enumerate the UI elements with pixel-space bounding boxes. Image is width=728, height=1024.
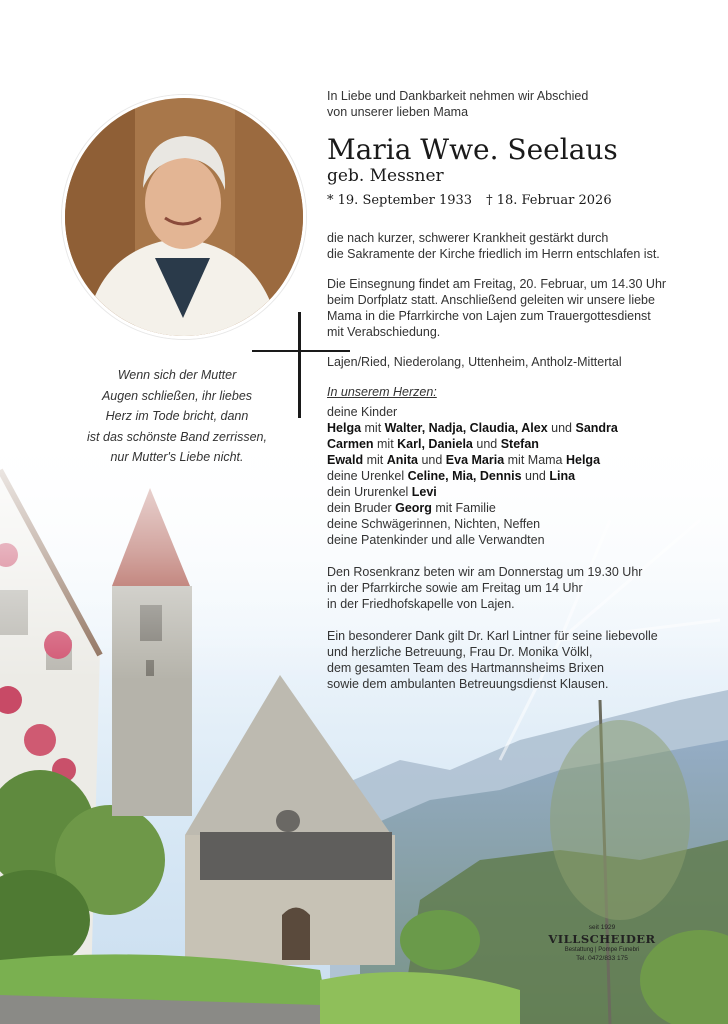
maiden-name: geb. Messner [327,166,444,186]
family-line: Carmen mit Karl, Daniela und Stefan [327,437,539,451]
intro-line: In Liebe und Dankbarkeit nehmen wir Abschied [327,89,589,103]
text-line: die Sakramente der Kirche friedlich im Herrn entschlafen ist. [327,247,660,261]
places: Lajen/Ried, Niederolang, Uttenheim, Antholz-Mittertal [327,355,622,369]
text-line: die nach kurzer, schwerer Krankheit gestärkt durch [327,231,609,245]
poem-line: nur Mutter's Liebe nicht. [110,450,244,464]
text-line: und herzliche Betreuung, Frau Dr. Monika Völkl, [327,645,593,659]
funeral-home-logo [546,924,658,963]
logo-subtitle: Bestattung | Pompe Funebri [564,947,640,953]
funeral-text [327,276,717,340]
rosary-text [327,564,717,612]
poem-line: Herz im Tode bricht, dann [105,409,249,423]
poem [62,365,292,468]
text-line: sowie dem ambulanten Betreuungsdienst Klausen. [327,677,609,691]
text-line: mit Verabschiedung. [327,325,441,339]
cross-vertical [298,312,301,418]
deceased-name: Maria Wwe. Seelaus [327,133,618,166]
text-line: beim Dorfplatz statt. Anschließend geleiten wir unsere liebe [327,293,655,307]
family-line: dein Bruder Georg mit Familie [327,501,496,515]
life-dates [327,192,717,210]
text-line: dem gesamten Team des Hartmannsheims Brixen [327,661,604,675]
intro-line: von unserer lieben Mama [327,105,469,119]
text-line: Die Einsegnung findet am Freitag, 20. Februar, um 14.30 Uhr [327,277,667,291]
family-line: deine Patenkinder und alle Verwandten [327,533,545,547]
intro [327,88,717,120]
birth-date: * 19. September 1933 [327,193,473,208]
family-line: Helga mit Walter, Nadja, Claudia, Alex und Sandra [327,421,618,435]
text-line: Mama in die Pfarrkirche von Lajen zum Trauergottesdienst [327,309,651,323]
text-line: Den Rosenkranz beten wir am Donnerstag um 19.30 Uhr [327,565,643,579]
logo-brand: VILLSCHEIDER [548,932,656,946]
family-line: Ewald mit Anita und Eva Maria mit Mama Helga [327,453,601,467]
obituary-text [327,88,717,692]
text-line: in der Pfarrkirche sowie am Freitag um 14 Uhr [327,581,583,595]
poem-line: ist das schönste Band zerrissen, [87,429,267,444]
logo-phone: Tel. 0472/833 175 [576,955,628,962]
text-line: Ein besonderer Dank gilt Dr. Karl Lintner für seine liebevolle [327,629,658,643]
family-line: dein Ururenkel Levi [327,485,437,499]
heart-heading: In unserem Herzen: [327,385,437,399]
family-line: deine Urenkel Celine, Mia, Dennis und Lina [327,469,576,483]
family-list [327,404,717,548]
thanks-text [327,628,717,692]
poem-line: Wenn sich der Mutter [117,368,237,382]
family-line: deine Schwägerinnen, Nichten, Neffen [327,517,541,531]
text-line: in der Friedhofskapelle von Lajen. [327,597,515,611]
poem-line: Augen schließen, ihr liebes [101,388,253,403]
passing-text [327,230,717,262]
portrait-photo [62,95,306,339]
death-date: † 18. Februar 2026 [486,193,612,208]
logo-since: seit 1929 [588,924,616,931]
family-line: deine Kinder [327,405,398,419]
